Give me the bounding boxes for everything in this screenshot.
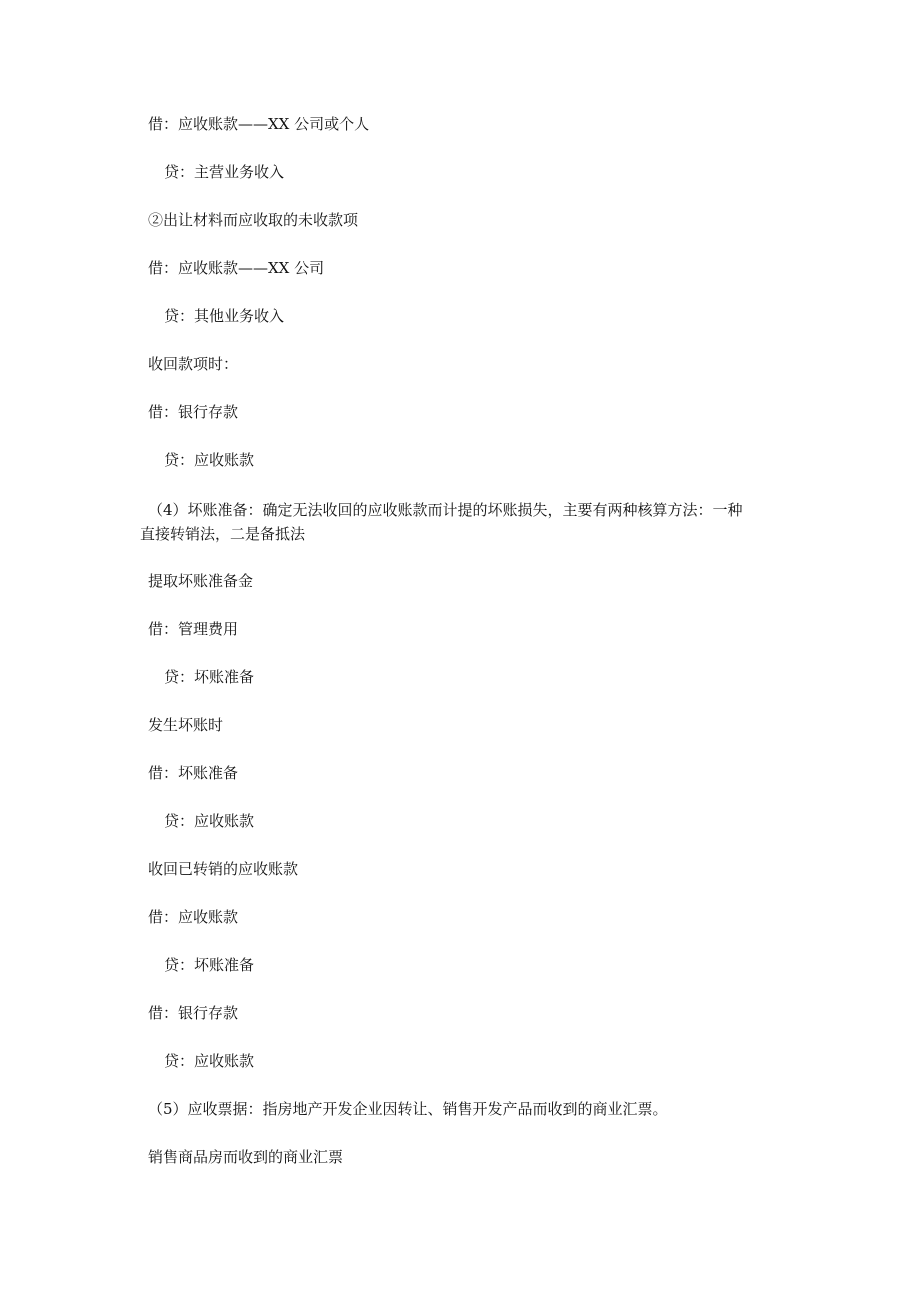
item-material-transfer-receivable: ②出让材料而应收取的未收款项 xyxy=(148,211,359,229)
entry-credit-accounts-receivable-3: 贷：应收账款 xyxy=(164,1052,255,1070)
heading-commercial-bill-from-sales: 销售商品房而收到的商业汇票 xyxy=(148,1148,344,1166)
heading-recover-written-off: 收回已转销的应收账款 xyxy=(148,860,299,878)
heading-provision-for-bad-debts: 提取坏账准备金 xyxy=(148,572,254,590)
heading-bad-debt-occurs: 发生坏账时 xyxy=(148,716,224,734)
bad-debt-paragraph-line-1: （4）坏账准备：确定无法收回的应收账款而计提的坏账损失，主要有两种核算方法：一种 xyxy=(148,501,743,519)
entry-debit-receivable-company: 借：应收账款——XX 公司 xyxy=(148,259,325,277)
entry-credit-main-business-income: 贷：主营业务收入 xyxy=(164,163,285,181)
entry-credit-bad-debt-reserve: 贷：坏账准备 xyxy=(164,668,255,686)
entry-debit-bank-deposit: 借：银行存款 xyxy=(148,403,239,421)
entry-debit-bank-deposit-2: 借：银行存款 xyxy=(148,1004,239,1022)
section-notes-receivable: （5）应收票据：指房地产开发企业因转让、销售开发产品而收到的商业汇票。 xyxy=(148,1100,668,1118)
entry-debit-accounts-receivable: 借：应收账款 xyxy=(148,908,239,926)
bad-debt-paragraph-line-2: 直接转销法，二是备抵法 xyxy=(140,525,306,543)
entry-credit-accounts-receivable: 贷：应收账款 xyxy=(164,451,255,469)
entry-credit-accounts-receivable-2: 贷：应收账款 xyxy=(164,812,255,830)
entry-credit-bad-debt-reserve-2: 贷：坏账准备 xyxy=(164,956,255,974)
entry-debit-bad-debt-reserve: 借：坏账准备 xyxy=(148,764,239,782)
entry-credit-other-business-income: 贷：其他业务收入 xyxy=(164,307,285,325)
entry-debit-management-expense: 借：管理费用 xyxy=(148,620,239,638)
section-bad-debt-reserve xyxy=(140,498,790,546)
entry-debit-receivable-company-or-individual: 借：应收账款——XX 公司或个人 xyxy=(148,115,370,133)
heading-collection: 收回款项时： xyxy=(148,355,239,373)
